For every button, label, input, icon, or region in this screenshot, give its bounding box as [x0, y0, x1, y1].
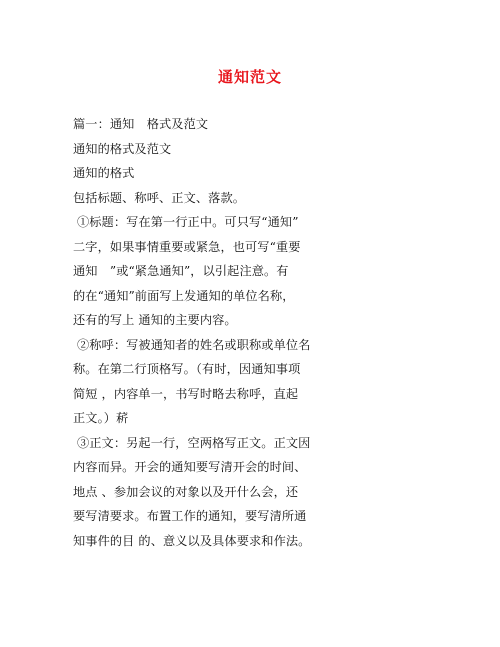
text-line: 简短 ，内容单一，书写时略去称呼，直起 — [73, 386, 299, 401]
document-title: 通知范文 — [217, 68, 282, 86]
text-line: 通知的格式及范文 — [73, 141, 172, 156]
text-line: 篇一：通知 格式及范文 — [73, 117, 209, 131]
text-line: 知事件的目 的、意义以及具体要求和作法。 — [73, 533, 311, 548]
text-line: 地点 、参加会议的对象以及开什么会，还 — [73, 484, 299, 499]
document-body — [73, 112, 313, 553]
text-line: ①标题：写在第一行正中。可只写“通知” — [73, 215, 299, 229]
text-line: 的在“通知”前面写上发通知的单位名称， — [73, 288, 295, 303]
text-line: ③正文：另起一行，空两格写正文。正文因 — [73, 435, 311, 450]
text-line: 通知的格式 — [73, 166, 135, 180]
text-line: 称。在第二行顶格写。（有时，因通知事项 — [73, 362, 301, 376]
text-line: 通知 ”或“紧急通知”，以引起注意。有 — [73, 264, 289, 278]
text-line: ②称呼：写被通知者的姓名或职称或单位名 — [73, 337, 311, 352]
text-line: 包括标题、称呼、正文、落款。 — [73, 190, 246, 205]
text-line: 还有的写上 通知的主要内容。 — [73, 313, 237, 327]
text-line: 内容而异。开会的通知要写清开会的时间、 — [73, 460, 307, 474]
text-line: 正文。）菥 — [73, 411, 129, 425]
text-line: 二字，如果事情重要或紧急，也可写“重要 — [73, 239, 301, 254]
text-line: 要写清要求。布置工作的通知，要写清所通 — [73, 509, 307, 523]
